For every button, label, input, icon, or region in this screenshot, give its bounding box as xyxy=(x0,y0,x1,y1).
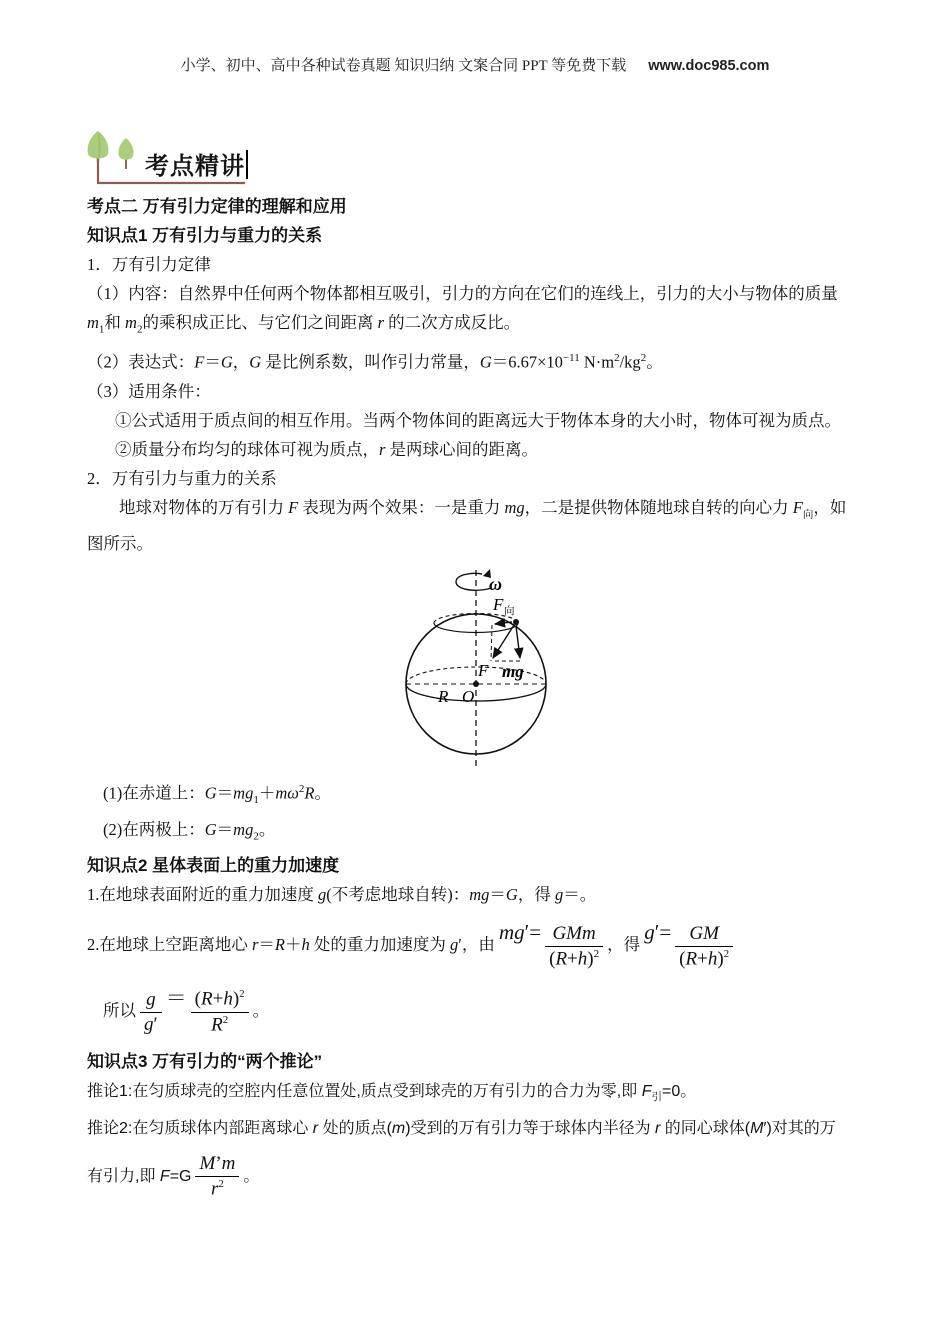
text-segment: F xyxy=(288,497,299,517)
text-segment: 。 xyxy=(314,783,332,803)
text-segment: F xyxy=(159,1167,170,1185)
text-segment: ＝ xyxy=(165,985,187,1010)
text-segment: r xyxy=(252,935,259,955)
text-segment: ， xyxy=(232,352,250,372)
text-segment: r xyxy=(377,313,385,332)
text-segment: g xyxy=(644,920,655,945)
text-segment: R xyxy=(211,1013,223,1035)
text-segment: 引 xyxy=(651,1090,662,1103)
surface-point xyxy=(513,619,519,625)
text-segment: ( xyxy=(679,948,686,970)
text-segment: ＋ xyxy=(258,783,276,803)
text-segment: ’ xyxy=(215,1152,222,1174)
text-segment: R xyxy=(200,988,213,1010)
text-segment: 2 xyxy=(253,830,259,843)
text-segment: 。 xyxy=(252,1000,270,1020)
text-segment: 2 xyxy=(640,352,647,365)
text-segment: G xyxy=(249,352,262,372)
site-header xyxy=(0,54,950,75)
paragraph xyxy=(87,1047,867,1076)
text-segment: mg xyxy=(233,783,254,803)
paragraph xyxy=(87,344,867,377)
text-segment: /kg xyxy=(619,352,641,372)
text-segment: 的乘积成正比、与它们之间距离 xyxy=(142,313,378,332)
text-segment: g xyxy=(554,885,564,905)
paragraph xyxy=(87,250,867,279)
text-segment: R xyxy=(274,935,286,955)
text-segment: ②质量分布均匀的球体可视为质点， xyxy=(115,439,379,459)
text-segment: 1 xyxy=(253,793,259,806)
text-segment: m xyxy=(125,313,137,332)
text-segment: h xyxy=(577,948,588,970)
text-segment: 2 xyxy=(723,947,730,960)
text-segment: ，得 xyxy=(517,885,555,905)
text-segment: 是比例系数，叫作引力常量， xyxy=(261,352,480,372)
text-segment: G xyxy=(505,885,518,905)
centripetal-label: F xyxy=(493,595,504,615)
text-segment: h xyxy=(223,988,233,1010)
text-segment: ＝ xyxy=(216,819,234,839)
paragraph xyxy=(87,775,867,815)
text-segment: =G xyxy=(169,1167,192,1185)
text-segment: g xyxy=(144,1013,154,1035)
text-segment: g xyxy=(146,988,156,1010)
text-segment: N·m xyxy=(579,352,615,372)
text-segment: ′= xyxy=(524,920,542,945)
text-segment: ＝ xyxy=(204,352,221,372)
text-segment: GM xyxy=(689,922,719,944)
fraction-denominator xyxy=(675,947,733,970)
text-segment: G xyxy=(204,819,217,839)
content xyxy=(87,192,867,1205)
centripetal-vector xyxy=(495,622,512,624)
text-segment: 2.在地球上空距离地心 xyxy=(87,935,252,955)
text-segment: ( xyxy=(194,988,201,1010)
text-segment: + xyxy=(212,988,224,1010)
paragraph xyxy=(87,279,867,308)
content-before xyxy=(87,192,867,558)
paragraph xyxy=(87,815,867,851)
text-segment: 和 xyxy=(104,313,126,332)
text-segment: 有引力,即 xyxy=(87,1167,160,1185)
text-segment: (不考虑地球自转)： xyxy=(326,885,470,905)
text-segment: ①公式适用于质点间的相互作用。当两个物体间的距离远大于物体本身的大小时，物体可视为质点。 xyxy=(115,410,841,430)
text-segment: (1)在赤道上： xyxy=(103,783,205,803)
site-url: www.doc985.com xyxy=(648,58,770,74)
text-segment: ＝6.67×10 xyxy=(491,352,563,372)
center-label: O xyxy=(462,687,475,707)
text-segment: 。 xyxy=(680,1082,697,1100)
text-segment: 2 xyxy=(614,352,620,365)
text-segment: R xyxy=(555,948,568,970)
section-logo xyxy=(85,128,385,192)
fraction-denominator xyxy=(545,947,603,970)
text-segment: g xyxy=(318,885,327,905)
paragraph xyxy=(87,377,867,406)
text-segment: 地球对物体的万有引力 xyxy=(119,497,289,517)
paragraph xyxy=(87,975,867,1041)
text-segment: ′= xyxy=(654,920,672,945)
text-segment: ) xyxy=(717,948,724,970)
fraction-denominator xyxy=(140,1013,162,1036)
paragraph xyxy=(87,909,867,975)
text-segment: M xyxy=(199,1152,216,1174)
text-segment: + xyxy=(697,948,708,970)
fraction-numerator xyxy=(195,1153,239,1177)
text-segment: F xyxy=(792,497,803,517)
text-segment: G xyxy=(479,352,492,372)
text-segment: 2 xyxy=(218,1177,224,1190)
text-segment: mg xyxy=(499,920,525,945)
fraction-numerator xyxy=(675,923,733,947)
text-segment: R xyxy=(304,783,315,803)
text-segment: mg xyxy=(504,497,525,517)
text-segment: + xyxy=(567,948,578,970)
text-segment: 知识点3 万有引力的“两个推论” xyxy=(87,1051,323,1071)
paragraph xyxy=(87,493,867,529)
text-segment: 2 xyxy=(593,947,600,960)
text-segment: r xyxy=(655,1119,661,1137)
text-segment: )受到的万有引力等于球体内半径为 xyxy=(405,1119,656,1137)
text-segment: h xyxy=(301,935,310,955)
text-segment: h xyxy=(707,948,718,970)
text-segment: 2 xyxy=(298,783,305,796)
paragraph xyxy=(87,1076,867,1113)
text-segment: ，如 xyxy=(813,497,847,517)
paragraph xyxy=(87,221,867,250)
text-segment: 处的质点( xyxy=(318,1119,392,1137)
text-segment: 2 xyxy=(239,988,245,1001)
text-segment: ) xyxy=(232,988,240,1010)
fraction xyxy=(675,923,733,970)
tree-icon xyxy=(88,131,109,162)
text-segment: 考点二 万有引力定律的理解和应用 xyxy=(87,197,347,216)
paragraph xyxy=(87,1144,867,1205)
text-segment: ＝。 xyxy=(563,885,597,905)
paragraph xyxy=(87,435,867,464)
text-segment: 知识点2 星体表面上的重力加速度 xyxy=(87,856,340,876)
text-segment: 。 xyxy=(258,819,276,839)
text-segment: F xyxy=(194,352,205,372)
section-title xyxy=(145,146,248,181)
text-segment: ＝ xyxy=(258,935,275,955)
text-segment: R xyxy=(685,948,698,970)
text-segment: ( xyxy=(549,948,556,970)
text-segment: ) xyxy=(587,948,594,970)
paragraph xyxy=(87,464,867,493)
text-segment: F xyxy=(641,1082,652,1100)
text-segment: ′)对其的万 xyxy=(763,1119,836,1137)
text-segment: ′，由 xyxy=(458,935,499,955)
text-segment: ，二是提供物体随地球自转的向心力 xyxy=(524,497,793,517)
text-segment: mg xyxy=(233,819,254,839)
text-segment: mω xyxy=(275,783,299,803)
text-segment: 2 xyxy=(136,323,143,336)
text-segment: （3）适用条件： xyxy=(87,381,211,401)
text-segment: m xyxy=(87,313,99,332)
text-segment: M xyxy=(750,1119,764,1137)
fraction xyxy=(545,923,603,970)
text-segment: 1．万有引力定律 xyxy=(87,255,211,274)
tree-icon-small xyxy=(118,138,133,169)
omega-label: ω xyxy=(489,574,503,595)
paragraph xyxy=(87,880,867,909)
header-tagline: 小学、初中、高中各种试卷真题 知识归纳 文案合同 PPT 等免费下载 xyxy=(180,58,627,74)
paragraph xyxy=(87,308,867,344)
text-segment: 1 xyxy=(98,323,105,336)
text-segment: m xyxy=(391,1119,406,1137)
paragraph xyxy=(87,529,867,558)
text-segment: 2．万有引力与重力的关系 xyxy=(87,468,277,488)
paragraph xyxy=(87,851,867,880)
text-segment: G xyxy=(204,783,217,803)
text-segment: 所以 xyxy=(103,1000,136,1020)
fraction-denominator xyxy=(191,1013,249,1036)
fraction-numerator xyxy=(191,988,249,1012)
text-segment: 的同心球体( xyxy=(660,1119,751,1137)
fraction-denominator xyxy=(195,1177,239,1200)
text-segment: G xyxy=(220,352,233,372)
text-segment: 。 xyxy=(646,352,663,372)
text-segment: ′ xyxy=(153,1013,158,1035)
text-cursor xyxy=(246,150,248,179)
text-segment: （1）内容：自然界中任何两个物体都相互吸引，引力的方向在它们的连线上，引力的大小与物体的质量 xyxy=(87,284,838,303)
text-segment: 向 xyxy=(802,509,814,521)
text-segment: r xyxy=(210,1178,219,1200)
fraction-numerator xyxy=(545,923,603,947)
text-segment: 推论2:在匀质球体内部距离球心 xyxy=(87,1119,313,1137)
section-title-text: 考点精讲 xyxy=(145,153,245,180)
text-segment: 推论1:在匀质球壳的空腔内任意位置处,质点受到球壳的万有引力的合力为零,即 xyxy=(87,1082,642,1100)
text-segment: g xyxy=(450,935,459,955)
fraction xyxy=(195,1153,239,1200)
fraction xyxy=(191,988,249,1035)
text-segment: (2)在两极上： xyxy=(103,819,205,839)
earth-rotation-diagram xyxy=(87,564,867,775)
text-segment: 是两球心间的距离。 xyxy=(385,439,539,459)
text-segment: 2 xyxy=(222,1013,229,1026)
paragraph xyxy=(87,1113,867,1144)
text-segment: （2）表达式： xyxy=(87,352,195,372)
text-segment: ，得 xyxy=(607,935,645,955)
paragraph xyxy=(87,192,867,221)
construction-line-v xyxy=(491,625,492,661)
text-segment: =0 xyxy=(661,1082,681,1100)
text-segment: mg xyxy=(469,885,490,905)
radius-label: R xyxy=(438,687,449,707)
text-segment: m xyxy=(221,1152,236,1174)
text-segment: 图所示。 xyxy=(87,534,153,554)
text-segment: ＝ xyxy=(216,783,234,803)
paragraph xyxy=(87,406,867,435)
text-segment: 1.在地球表面附近的重力加速度 xyxy=(87,885,318,905)
text-segment: r xyxy=(379,439,386,459)
centripetal-label-sub: 向 xyxy=(504,606,515,618)
weight-label: mg xyxy=(502,662,524,682)
content-after xyxy=(87,775,867,1205)
text-segment: ＋ xyxy=(285,935,302,955)
weight-vector xyxy=(516,626,520,658)
fraction xyxy=(140,989,162,1036)
text-segment: 的二次方成反比。 xyxy=(384,313,521,332)
text-segment: ＝ xyxy=(489,885,506,905)
text-segment: 处的重力加速度为 xyxy=(309,935,451,955)
fraction-numerator xyxy=(140,989,162,1013)
text-segment: 表现为两个效果：一是重力 xyxy=(298,497,505,517)
text-segment: 。 xyxy=(243,1167,260,1185)
text-segment: 知识点1 万有引力与重力的关系 xyxy=(87,226,323,245)
text-segment: r xyxy=(312,1119,319,1137)
text-segment: −11 xyxy=(562,352,580,365)
gravity-label: F xyxy=(478,661,489,681)
text-segment: GMm xyxy=(552,922,596,944)
earth-diagram-svg xyxy=(361,564,593,771)
